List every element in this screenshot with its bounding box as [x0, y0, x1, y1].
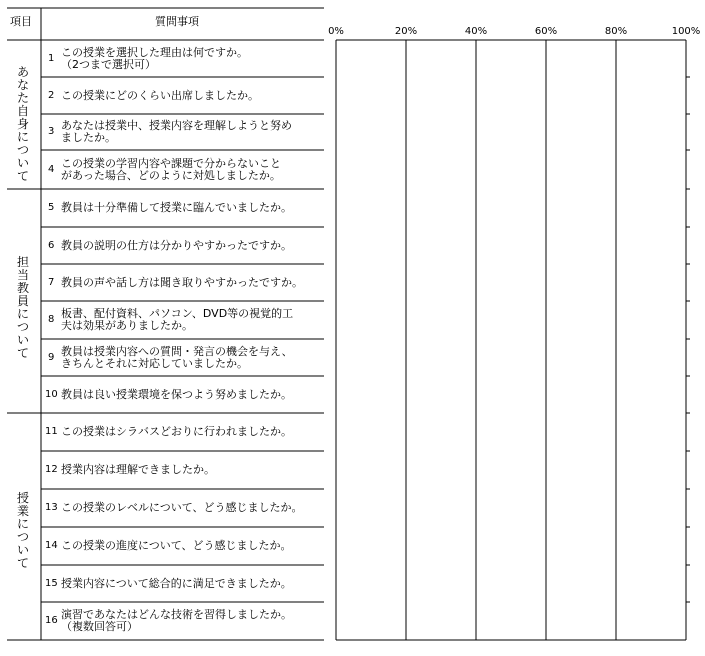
question-text: 教員の声や話し方は聞き取りやすかったですか。	[61, 275, 303, 289]
question-number: 5	[48, 202, 55, 213]
question-number: 4	[48, 163, 55, 175]
x-tick-label: 40%	[464, 26, 488, 37]
question-number: 7	[48, 276, 55, 288]
question-number: 6	[48, 239, 55, 251]
x-tick-label: 80%	[604, 26, 628, 37]
x-tick-label: 0%	[328, 26, 344, 37]
question-number: 1	[48, 52, 55, 64]
question-number: 9	[48, 351, 55, 363]
question-text: 教員は十分準備して授業に臨んでいましたか。	[61, 201, 292, 214]
question-number: 10	[45, 388, 58, 400]
question-text: 教員の説明の仕方は分かりやすかったですか。	[61, 238, 292, 252]
question-number: 14	[45, 540, 58, 551]
question-text: があった場合、どのように対処しましたか。	[61, 168, 281, 182]
question-number: 12	[45, 464, 58, 475]
category-teacher: 担当教員について	[16, 255, 29, 360]
question-number: 8	[48, 314, 55, 325]
question-text: きちんとそれに対応していましたか。	[61, 356, 248, 370]
question-number: 13	[45, 502, 58, 513]
header-question: 質問事項	[155, 15, 199, 28]
question-number: 11	[45, 426, 58, 437]
question-text: （複数回答可）	[61, 620, 138, 633]
question-text: この授業はシラバスどおりに行われましたか。	[61, 425, 292, 438]
question-text: 教員は良い授業環境を保つよう努めましたか。	[61, 387, 292, 401]
question-text: あなたは授業中、授業内容を理解しようと努め	[61, 119, 292, 132]
question-text: この授業を選択した理由は何ですか。	[61, 45, 248, 59]
question-text: この授業の学習内容や課題で分からないこと	[61, 156, 281, 170]
x-tick-label: 100%	[671, 26, 701, 37]
question-number: 3	[48, 126, 55, 137]
question-text: 授業内容について総合的に満足できましたか。	[61, 576, 292, 590]
question-text: 夫は効果がありましたか。	[61, 319, 193, 332]
category-class: 授業について	[16, 491, 29, 570]
question-text: 板書、配付資料、パソコン、DVD等の視覚的工	[61, 307, 294, 320]
question-number: 2	[48, 89, 55, 101]
question-text: 教員は授業内容への質問・発言の機会を与え、	[61, 344, 293, 358]
question-number: 16	[45, 615, 58, 626]
header-item: 項目	[10, 15, 32, 28]
x-tick-label: 60%	[534, 26, 558, 37]
question-text: この授業のレベルについて、どう感じましたか。	[61, 501, 303, 514]
category-self: あなた自身について	[16, 65, 29, 183]
question-text: この授業の進度について、どう感じましたか。	[61, 539, 292, 552]
question-text: （2つまで選択可）	[61, 57, 156, 71]
question-number: 15	[45, 577, 58, 589]
question-text: 演習であなたはどんな技術を習得しましたか。	[61, 608, 292, 621]
x-tick-label: 20%	[394, 26, 418, 37]
question-text: この授業にどのくらい出席しましたか。	[61, 88, 259, 102]
question-text: ましたか。	[61, 131, 116, 144]
question-text: 授業内容は理解できましたか。	[61, 463, 215, 476]
